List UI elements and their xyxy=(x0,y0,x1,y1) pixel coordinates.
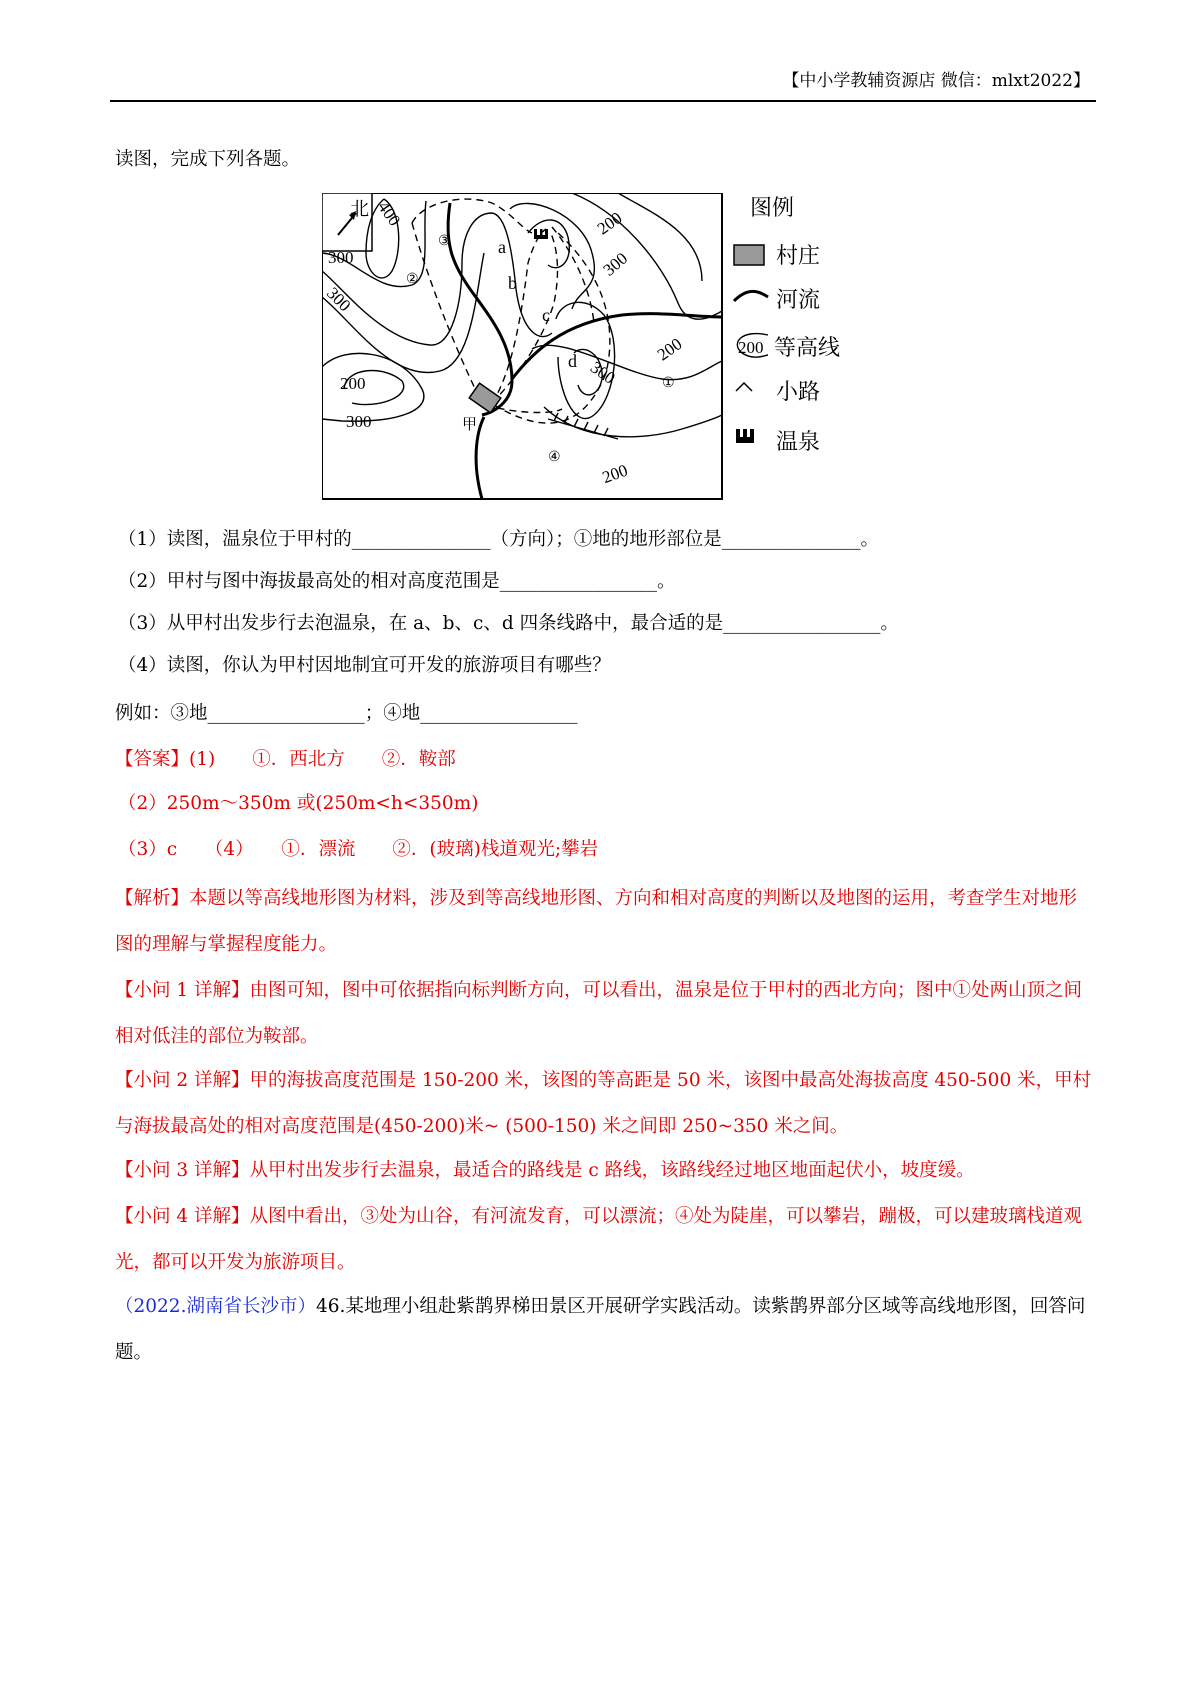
place-marker: ④ xyxy=(548,449,561,465)
hot-spring-icon xyxy=(736,429,754,443)
detail-3: 【小问 3 详解】从甲村出发步行去温泉，最适合的路线是 c 路线，该路线经过地区地面起伏小，坡度缓。 xyxy=(115,1160,975,1181)
north-arrow-icon xyxy=(322,193,372,251)
contour-line xyxy=(572,193,722,319)
question-3: （3）从甲村出发步行去泡温泉，在 a、b、c、d 四条线路中，最合适的是_________________。 xyxy=(118,613,899,634)
trail-line xyxy=(412,223,482,403)
contour-label: 300 xyxy=(599,248,632,280)
path-icon xyxy=(736,383,752,391)
contour-label: 300 xyxy=(346,412,372,431)
contour-line xyxy=(510,203,594,309)
legend-label: 温泉 xyxy=(776,430,821,455)
hot-spring-icon xyxy=(534,229,548,239)
legend-sample: 200 xyxy=(738,338,764,357)
contour-label: 200 xyxy=(593,208,626,239)
village-icon xyxy=(734,245,764,265)
route-label: b xyxy=(508,273,517,293)
question-source: （2022.湖南省长沙市） xyxy=(115,1296,316,1317)
place-marker: ② xyxy=(406,271,419,287)
river-line xyxy=(476,417,484,499)
answer-line-2: （2）250m～350m 或(250m<h<350m) xyxy=(118,793,479,814)
detail-2: 【小问 2 详解】甲的海拔高度范围是 150-200 米，该图的等高距是 50 米，该图中最高处海拔高度 450-500 米，甲村与海拔最高处的相对高度范围是(450-200)米~ (500-150) 米之间即 250~350 米之间。 xyxy=(115,1070,1092,1137)
village-label: 甲 xyxy=(462,415,478,433)
legend-label: 小路 xyxy=(776,380,821,405)
answer-line-1: 【答案】(1) ①．西北方 ②．鞍部 xyxy=(115,749,456,770)
intro-text: 读图，完成下列各题。 xyxy=(115,149,301,170)
question-text: 46.某地理小组赴紫鹊界梯田景区开展研学实践活动。读紫鹊界部分区域等高线地形图，回答问题。 xyxy=(115,1296,1086,1363)
contour-line xyxy=(322,353,424,421)
route-label: c xyxy=(542,305,550,325)
contour-line xyxy=(544,407,722,437)
legend-label: 河流 xyxy=(776,288,821,313)
contour-label: 300 xyxy=(323,283,355,316)
header-rule xyxy=(110,100,1096,102)
trail-line xyxy=(412,199,532,233)
question-1: （1）读图，温泉位于甲村的_______________（方向）；①地的地形部位是_______________。 xyxy=(118,529,880,550)
north-label: 北 xyxy=(350,198,370,220)
page-header: 【中小学教辅资源店 微信：mlxt2022】 xyxy=(782,71,1090,91)
detail-4: 【小问 4 详解】从图中看出，③处为山谷，有河流发育，可以漂流；④处为陡崖，可以攀岩，蹦极，可以建玻璃栈道观光，都可以开发为旅游项目。 xyxy=(115,1206,1083,1273)
contour-label: 200 xyxy=(653,334,686,365)
contour-line xyxy=(528,220,569,268)
contour-label: 200 xyxy=(340,374,366,393)
place-marker: ③ xyxy=(438,233,451,249)
legend-title: 图例 xyxy=(750,196,795,221)
contour-line xyxy=(532,345,722,379)
contour-label: 200 xyxy=(599,460,631,488)
contour-label: 300 xyxy=(328,248,354,267)
next-question xyxy=(115,1284,1095,1376)
detail-1: 【小问 1 详解】由图可知，图中可依据指向标判断方向，可以看出，温泉是位于甲村的西北方向；图中①处两山顶之间相对低洼的部位为鞍部。 xyxy=(115,980,1083,1047)
legend-label: 村庄 xyxy=(776,244,821,269)
river-icon xyxy=(734,291,768,301)
route-label: a xyxy=(498,237,506,257)
analysis-text: 【解析】本题以等高线地形图为材料，涉及到等高线地形图、方向和相对高度的判断以及地图的运用，考查学生对地形图的理解与掌握程度能力。 xyxy=(115,888,1078,955)
question-4-example: 例如：③地_________________；④地_________________ xyxy=(115,703,578,724)
map-legend xyxy=(734,196,840,455)
legend-label: 等高线 xyxy=(774,336,841,361)
answer-line-3: （3）c （4） ①．漂流 ②．(玻璃)栈道观光;攀岩 xyxy=(118,839,599,860)
contour-label: 300 xyxy=(586,357,619,388)
contour-label: 400 xyxy=(374,197,405,230)
contour-map xyxy=(322,193,902,503)
question-4: （4）读图，你认为甲村因地制宜可开发的旅游项目有哪些？ xyxy=(118,655,611,676)
route-label: d xyxy=(568,351,577,371)
question-2: （2）甲村与图中海拔最高处的相对高度范围是_________________。 xyxy=(118,571,676,592)
place-marker: ① xyxy=(662,375,675,391)
